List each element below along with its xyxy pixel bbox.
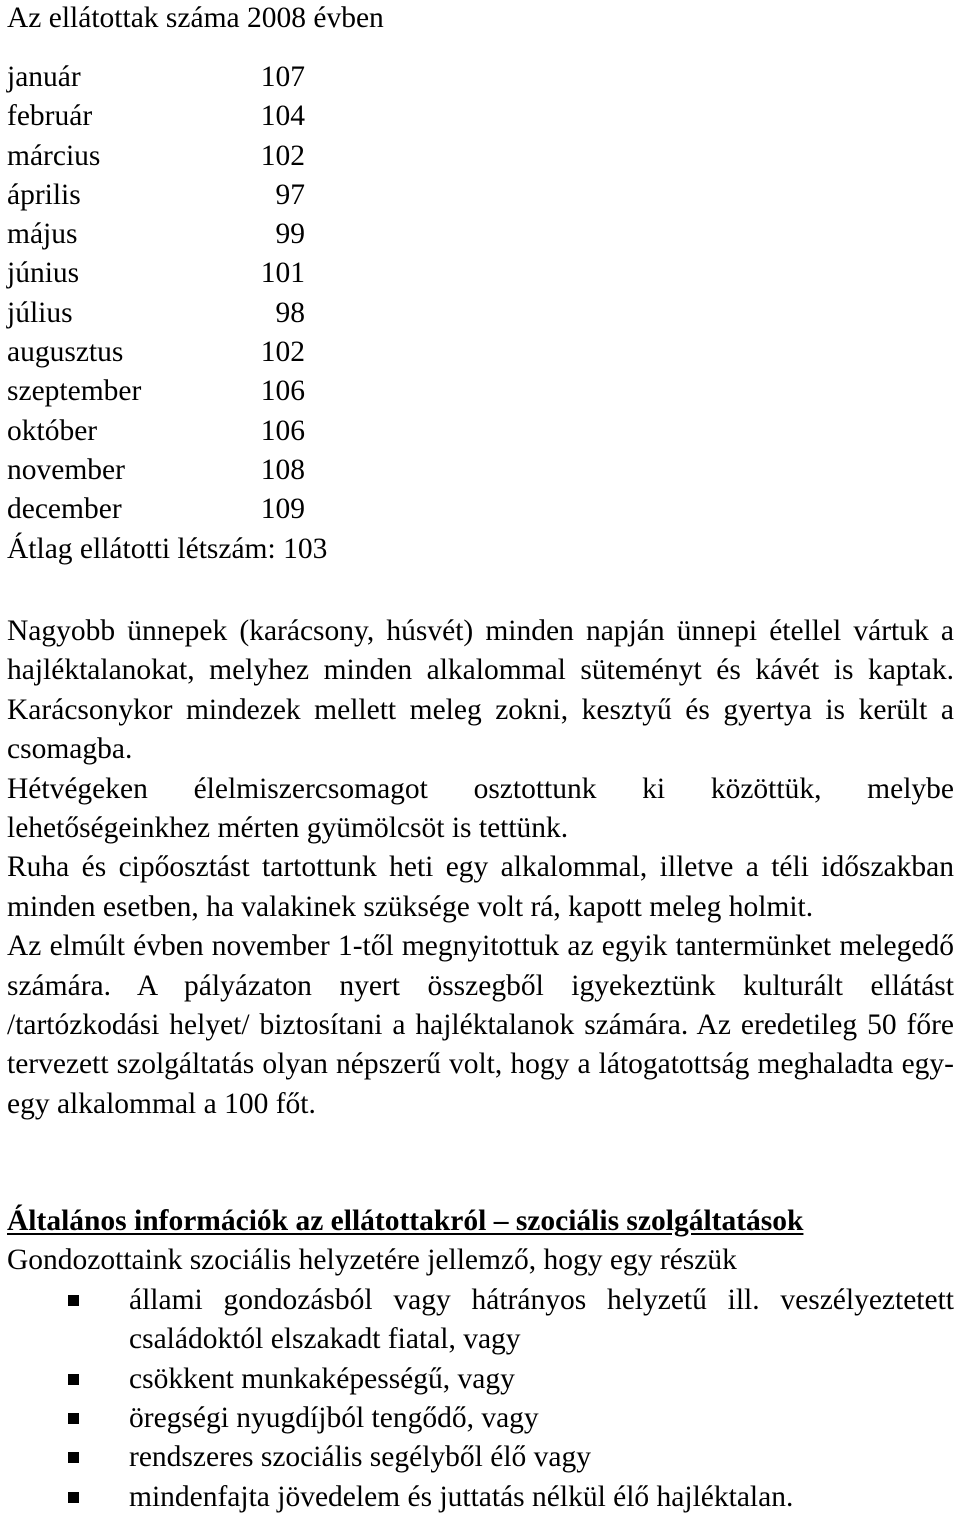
- square-bullet-icon: [68, 1295, 79, 1306]
- list-item-text: mindenfajta jövedelem és juttatás nélkül élő hajléktalan.: [129, 1480, 794, 1513]
- square-bullet-icon: [68, 1413, 79, 1424]
- month-value: 102: [260, 139, 305, 172]
- month-row: [7, 97, 327, 136]
- month-row: [7, 58, 327, 97]
- month-value: 102: [260, 336, 305, 369]
- month-name: október: [7, 414, 98, 447]
- paragraph-holidays: Nagyobb ünnepek (karácsony, húsvét) minden napján ünnepi étellel vártuk a hajléktalanokat, melyhez minden alkalommal süteményt és kávét is kaptak. Karácsonykor mindezek mellett meleg zokni, kesztyű és gyertya is került a csomagba.: [7, 615, 954, 766]
- month-value: 104: [260, 100, 305, 133]
- paragraph-weekend-packages: Hétvégeken élelmiszercsomagot osztottunk ki közöttük, melybe lehetőségeinkhez mérten gyümölcsöt is tettünk.: [7, 772, 954, 845]
- list-item-text: öregségi nyugdíjból tengődő, vagy: [129, 1402, 539, 1435]
- list-item-text: rendszeres szociális segélyből élő vagy: [129, 1441, 592, 1474]
- month-name: augusztus: [7, 336, 124, 369]
- month-row: [7, 412, 327, 451]
- month-value: 106: [260, 375, 305, 408]
- list-item-text: állami gondozásból vagy hátrányos helyzetű ill. veszélyeztetett családoktól elszakadt fiatal, vagy: [129, 1283, 954, 1356]
- month-name: március: [7, 139, 101, 172]
- month-row: [7, 215, 327, 254]
- list-item: [7, 1399, 954, 1438]
- paragraph-warming-room: Az elmúlt évben november 1-től megnyitottuk az egyik tantermünket melegedő számára. A pályázaton nyert összegből igyekeztünk kulturált ellátást /tartózkodási helyet/ biztosítani a hajléktalanok számára. Az eredetileg 50 főre tervezett szolgáltatás olyan népszerű volt, hogy a látogatottság meghaladta egy-egy alkalommal a 100 főt.: [7, 930, 954, 1120]
- month-name: július: [7, 296, 73, 329]
- month-row: [7, 372, 327, 411]
- month-name: december: [7, 493, 122, 526]
- month-value: 98: [275, 296, 305, 329]
- month-row: [7, 490, 327, 529]
- section-intro: Gondozottaink szociális helyzetére jellemző, hogy egy részük: [7, 1244, 737, 1277]
- month-value: 99: [275, 218, 305, 251]
- month-value: 107: [260, 61, 305, 93]
- month-name: január: [7, 61, 81, 93]
- month-value: 97: [275, 178, 305, 211]
- month-row: [7, 294, 327, 333]
- list-item: [7, 1438, 954, 1477]
- section-heading: Általános információk az ellátottakról – szociális szolgáltatások: [7, 1205, 804, 1237]
- list-item: [7, 1360, 954, 1399]
- list-item: [7, 1281, 954, 1360]
- monthly-count-list: [7, 58, 327, 569]
- month-name: április: [7, 178, 81, 211]
- month-value: 108: [260, 453, 305, 486]
- square-bullet-icon: [68, 1374, 79, 1385]
- list-item-text: csökkent munkaképességű, vagy: [129, 1362, 515, 1395]
- month-name: november: [7, 453, 125, 486]
- month-row: [7, 176, 327, 215]
- paragraph-clothing: Ruha és cipőosztást tartottunk heti egy alkalommal, illetve a téli időszakban minden esetben, ha valakinek szüksége volt rá, kapott meleg holmit.: [7, 851, 954, 923]
- month-row: [7, 137, 327, 176]
- general-info-section: [7, 1202, 954, 1517]
- month-value: 106: [260, 414, 305, 447]
- month-name: szeptember: [7, 375, 142, 408]
- document-title: Az ellátottak száma 2008 évben: [7, 2, 384, 34]
- month-row: [7, 254, 327, 293]
- average-count: Átlag ellátotti létszám: 103: [7, 532, 328, 565]
- month-row: [7, 451, 327, 490]
- body-text: [7, 612, 954, 1124]
- square-bullet-icon: [68, 1452, 79, 1463]
- month-name: június: [7, 257, 80, 290]
- month-value: 109: [260, 493, 305, 526]
- list-item: [7, 1478, 954, 1517]
- month-row: [7, 333, 327, 372]
- month-name: február: [7, 100, 93, 133]
- bullet-list: [7, 1281, 954, 1517]
- month-value: 101: [260, 257, 305, 290]
- month-name: május: [7, 218, 78, 251]
- square-bullet-icon: [68, 1492, 79, 1503]
